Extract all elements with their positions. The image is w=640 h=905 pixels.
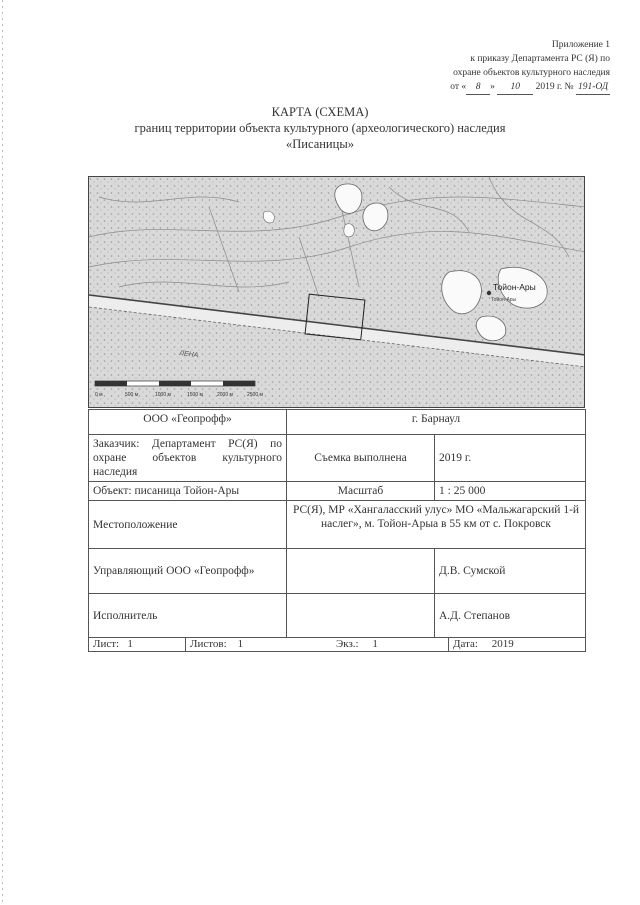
sheet-field: [89, 638, 185, 651]
sheets-field: [185, 638, 328, 651]
date-mid: »: [490, 82, 495, 92]
executor-sign-cell: [287, 594, 435, 638]
executor-name-cell: А.Д. Степанов: [435, 594, 586, 638]
scale-tick-4: 2000 м: [217, 392, 233, 398]
info-table: [88, 409, 586, 652]
scale-tick-0: 0 м: [95, 392, 103, 398]
location-value-cell: РС(Я), МР «Хангаласский улус» МО «Мальжагарский 1-й наслег», м. Тойон-Арыа в 55 км от с. Покровск: [287, 501, 586, 549]
copy-label: Экз.:: [336, 638, 359, 650]
appendix-header: [370, 38, 610, 95]
date-label: Дата:: [453, 638, 478, 650]
map-scheme: [88, 176, 585, 408]
date-year: 2019 г. №: [535, 82, 574, 92]
city-cell: г. Барнаул: [287, 410, 586, 435]
scale-tick-2: 1000 м: [155, 392, 171, 398]
date-value: 2019: [491, 638, 514, 650]
sheets-label: Листов:: [190, 638, 227, 650]
doc-object-name: «Писаницы»: [286, 137, 354, 151]
survey-label-cell: Съемка выполнена: [287, 435, 435, 482]
order-number: 191-ОД: [576, 80, 610, 95]
village-label: Тойон-Ары: [493, 282, 536, 292]
location-label-cell: Местоположение: [89, 501, 287, 549]
footer-row: [89, 638, 585, 651]
manager-sign-cell: [287, 549, 435, 594]
object-cell: Объект: писаница Тойон-Ары: [89, 482, 287, 501]
manager-name-cell: Д.В. Сумской: [435, 549, 586, 594]
appendix-line-3: охране объектов культурного наследия: [453, 68, 610, 78]
village-marker: [487, 291, 491, 295]
scale-tick-1: 500 м: [125, 392, 139, 398]
copy-field: [328, 638, 448, 651]
appendix-date-line: [370, 80, 610, 95]
company-cell: ООО «Геопрофф»: [89, 410, 287, 435]
executor-label-cell: Исполнитель: [89, 594, 287, 638]
doc-subtitle: границ территории объекта культурного (археологического) наследия: [134, 121, 506, 135]
scale-tick-5: 2500 м: [247, 392, 263, 398]
manager-label-cell: Управляющий ООО «Геопрофф»: [89, 549, 287, 594]
footer-cell: [89, 638, 586, 652]
scale-value-cell: 1 : 25 000: [435, 482, 586, 501]
scale-label-cell: Масштаб: [287, 482, 435, 501]
customer-cell: Заказчик: Департамент РС(Я) по охране объектов культурного наследия: [89, 435, 287, 482]
doc-title: КАРТА (СХЕМА): [271, 105, 369, 119]
scale-tick-3: 1500 м: [187, 392, 203, 398]
sheets-value: 1: [237, 638, 244, 650]
village-sublabel: Тойон-Ары: [491, 297, 517, 303]
river-label: ЛЕНА: [178, 350, 199, 360]
map-graphic: [89, 177, 585, 408]
appendix-line-1: Приложение 1: [551, 40, 610, 50]
date-day: 8: [466, 80, 490, 95]
survey-year-cell: 2019 г.: [435, 435, 586, 482]
date-month: 10: [497, 80, 533, 95]
lake-north-3: [344, 224, 354, 237]
date-prefix: от «: [450, 82, 467, 92]
sheet-label: Лист:: [93, 638, 120, 650]
date-field: [448, 638, 585, 651]
sheet-value: 1: [127, 638, 133, 650]
appendix-line-2: к приказу Департамента РС (Я) по: [470, 54, 610, 64]
copy-value: 1: [372, 638, 378, 650]
